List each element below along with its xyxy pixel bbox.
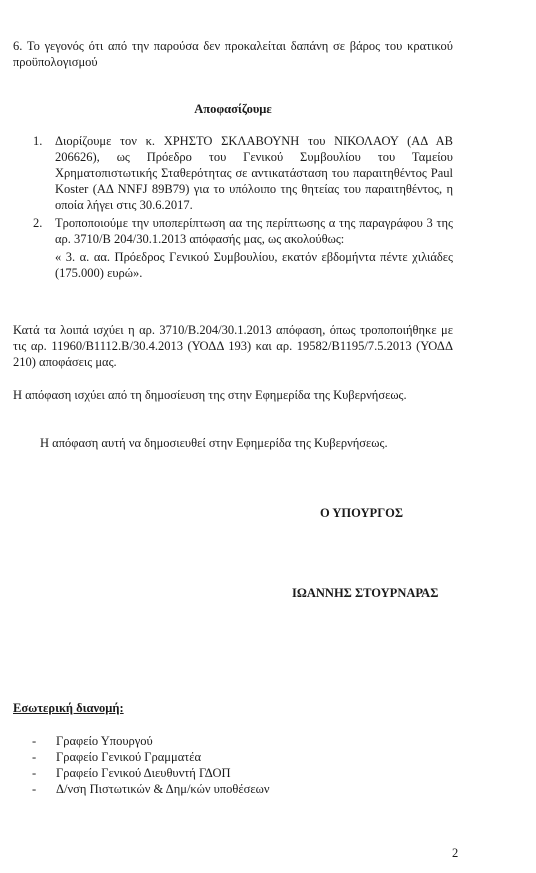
publication-paragraph: Η απόφαση αυτή να δημοσιευθεί στην Εφημερίδα της Κυβερνήσεως. <box>40 436 388 450</box>
decision-text: Τροποποιούμε την υποπερίπτωση αα της περίπτωσης α της παραγράφου 3 της αρ. 3710/Β 204/30.1.2013 απόφασής μας, ως ακολούθως: <box>55 216 453 246</box>
distribution-list <box>32 733 352 797</box>
page-number: 2 <box>452 846 459 860</box>
dash-bullet-icon: - <box>32 766 37 780</box>
decision-text: Διορίζουμε τον κ. ΧΡΗΣΤΟ ΣΚΛΑΒΟΥΝΗ του ΝΙΚΟΛΑΟΥ (ΑΔ ΑΒ 206626), ως Πρόεδρο του Γενικού Συμβουλίου του Ταμείου Χρηματοπιστωτικής Σταθερότητας σε αντικατάσταση του παραιτηθέντος Paul Koster (ΑΔ NNFJ 89B79) για το υπόλοιπο της θητείας του παραιτηθέντος, η οποία λήγει στις 30.6.2017. <box>55 134 453 212</box>
distribution-heading: Εσωτερική διανομή: <box>13 701 124 715</box>
decision-number: 2. <box>33 216 43 230</box>
dash-bullet-icon: - <box>32 782 37 796</box>
decision-list <box>33 133 453 281</box>
dash-bullet-icon: - <box>32 750 37 764</box>
signature-title: Ο ΥΠΟΥΡΓΟΣ <box>320 506 404 520</box>
decision-item-1 <box>33 133 453 213</box>
remaining-provisions-paragraph: Κατά τα λοιπά ισχύει η αρ. 3710/Β.204/30.1.2013 απόφαση, όπως τροποποιήθηκε με τις αρ. 11960/Β1112.Β/30.4.2013 (ΥΟΔΔ 193) και αρ. 19582/Β1195/7.5.2013 (ΥΟΔΔ 210) αποφάσεις μας. <box>13 323 453 369</box>
validity-paragraph: Η απόφαση ισχύει από τη δημοσίευση της στην Εφημερίδα της Κυβερνήσεως. <box>13 388 407 402</box>
amendment-quote: « 3. α. αα. Πρόεδρος Γενικού Συμβουλίου, εκατόν εβδομήντα πέντε χιλιάδες (175.000) ευρώ». <box>55 250 453 280</box>
list-item: - Γραφείο Γενικού Διευθυντή ΓΔΟΠ <box>32 766 231 780</box>
point-6-paragraph: 6. Το γεγονός ότι από την παρούσα δεν προκαλείται δαπάνη σε βάρος του κρατικού προϋπολογισμού <box>13 39 453 69</box>
decision-item-2 <box>33 215 453 247</box>
dash-bullet-icon: - <box>32 734 37 748</box>
list-item: - Δ/νση Πιστωτικών & Δημ/κών υποθέσεων <box>32 782 270 796</box>
decision-number: 1. <box>33 134 43 148</box>
decision-heading: Αποφασίζουμε <box>194 102 272 116</box>
list-item: - Γραφείο Υπουργού <box>32 734 153 748</box>
signature-name: ΙΩΑΝΝΗΣ ΣΤΟΥΡΝΑΡΑΣ <box>292 586 439 600</box>
list-item: - Γραφείο Γενικού Γραμματέα <box>32 750 202 764</box>
